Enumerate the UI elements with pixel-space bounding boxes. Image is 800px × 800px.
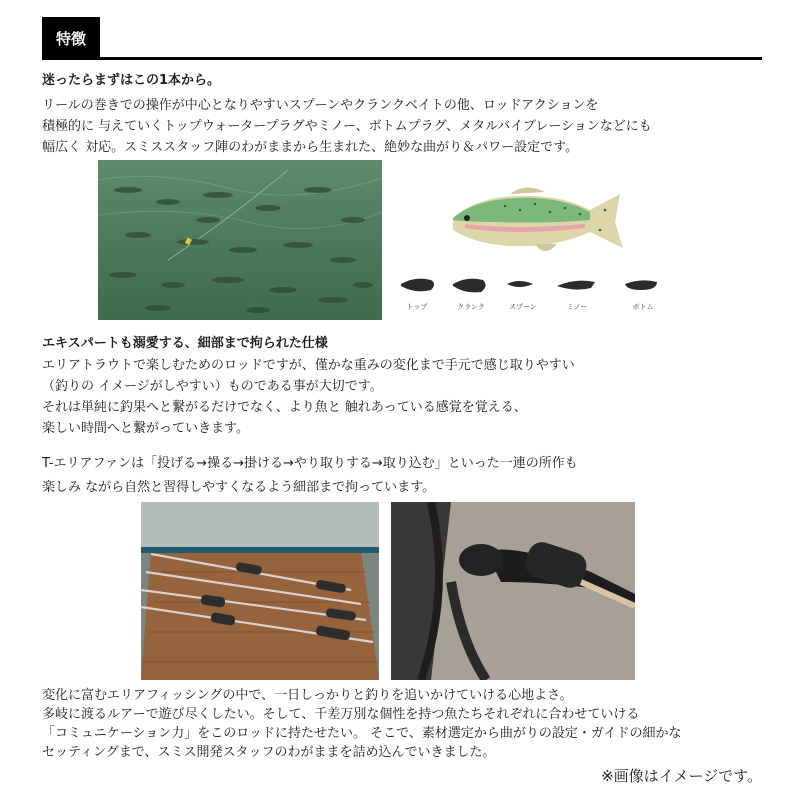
lure-label-top: トップ [406, 303, 428, 311]
lure-label-bottom: ボトム [632, 303, 654, 311]
paragraph-line: セッティングまで、スミス開発スタッフのわがままを詰め込んでいきました。 [42, 745, 496, 760]
section1-heading: 迷ったらまずはこの1本から。 [42, 73, 221, 88]
section-tab-features [42, 17, 100, 59]
lure-label-minnow: ミノー [566, 303, 588, 311]
image-disclaimer: ※画像はイメージです。 [601, 767, 762, 785]
section2-heading: エキスパートも溺愛する、細部まで拘られた仕様 [42, 336, 328, 351]
paragraph-line: 幅広く 対応。スミススタッフ陣のわがままから生まれた、絶妙な曲がり＆パワー設定です。 [42, 140, 579, 155]
paragraph-line: 積極的に 与えていくトップウォータープラグやミノー、ボトムプラグ、メタルバイブレーションなどにも [42, 119, 652, 134]
section1-paragraph [42, 95, 652, 158]
paragraph-line: 多岐に渡るルアーで遊び尽くしたい。そして、千差万別な個性を持つ魚たちそれぞれに合わせていける [42, 707, 640, 722]
paragraph-line: 「コミュニケーション力」をこのロッドに持たせたい。 そこで、素材選定から曲がりの設定・ガイドの細かな [42, 726, 682, 741]
header-divider [42, 57, 762, 60]
lure-label-spoon: スプーン [509, 303, 537, 311]
trout-lure-illustration [395, 180, 685, 320]
paragraph-line: 変化に富むエリアフィッシングの中で、一日しっかりと釣りを追いかけていける心地よさ。 [42, 688, 573, 703]
paragraph-line: 楽しみ ながら自然と習得しやすくなるよう細部まで拘っています。 [42, 480, 436, 495]
paragraph-line: （釣りの イメージがしやすい）ものである事が大切です。 [42, 379, 383, 394]
rods-on-table-photo [141, 502, 379, 680]
lure-label-crank: クランク [457, 303, 485, 311]
section3-paragraph [42, 686, 681, 762]
section-tab-label: 特徴 [55, 29, 86, 48]
rod-grip-closeup-photo [391, 502, 635, 680]
section2-paragraph-a [42, 355, 575, 439]
section2-paragraph-b [42, 452, 578, 500]
trout-pond-photo [98, 160, 382, 320]
paragraph-line: それは単純に釣果へと繋がるだけでなく、より魚と 触れあっている感覚を覚える、 [42, 400, 527, 415]
paragraph-line: リールの巻きでの操作が中心となりやすいスプーンやクランクベイトの他、ロッドアクションを [42, 98, 599, 113]
paragraph-line: T-エリアファンは「投げる→操る→掛ける→やり取りする→取り込む」といった一連の所作も [42, 456, 578, 471]
paragraph-line: エリアトラウトで楽しむためのロッドですが、僅かな重みの変化まで手元で感じ取りやすい [42, 358, 575, 373]
paragraph-line: 楽しい時間へと繋がっていきます。 [42, 421, 249, 436]
